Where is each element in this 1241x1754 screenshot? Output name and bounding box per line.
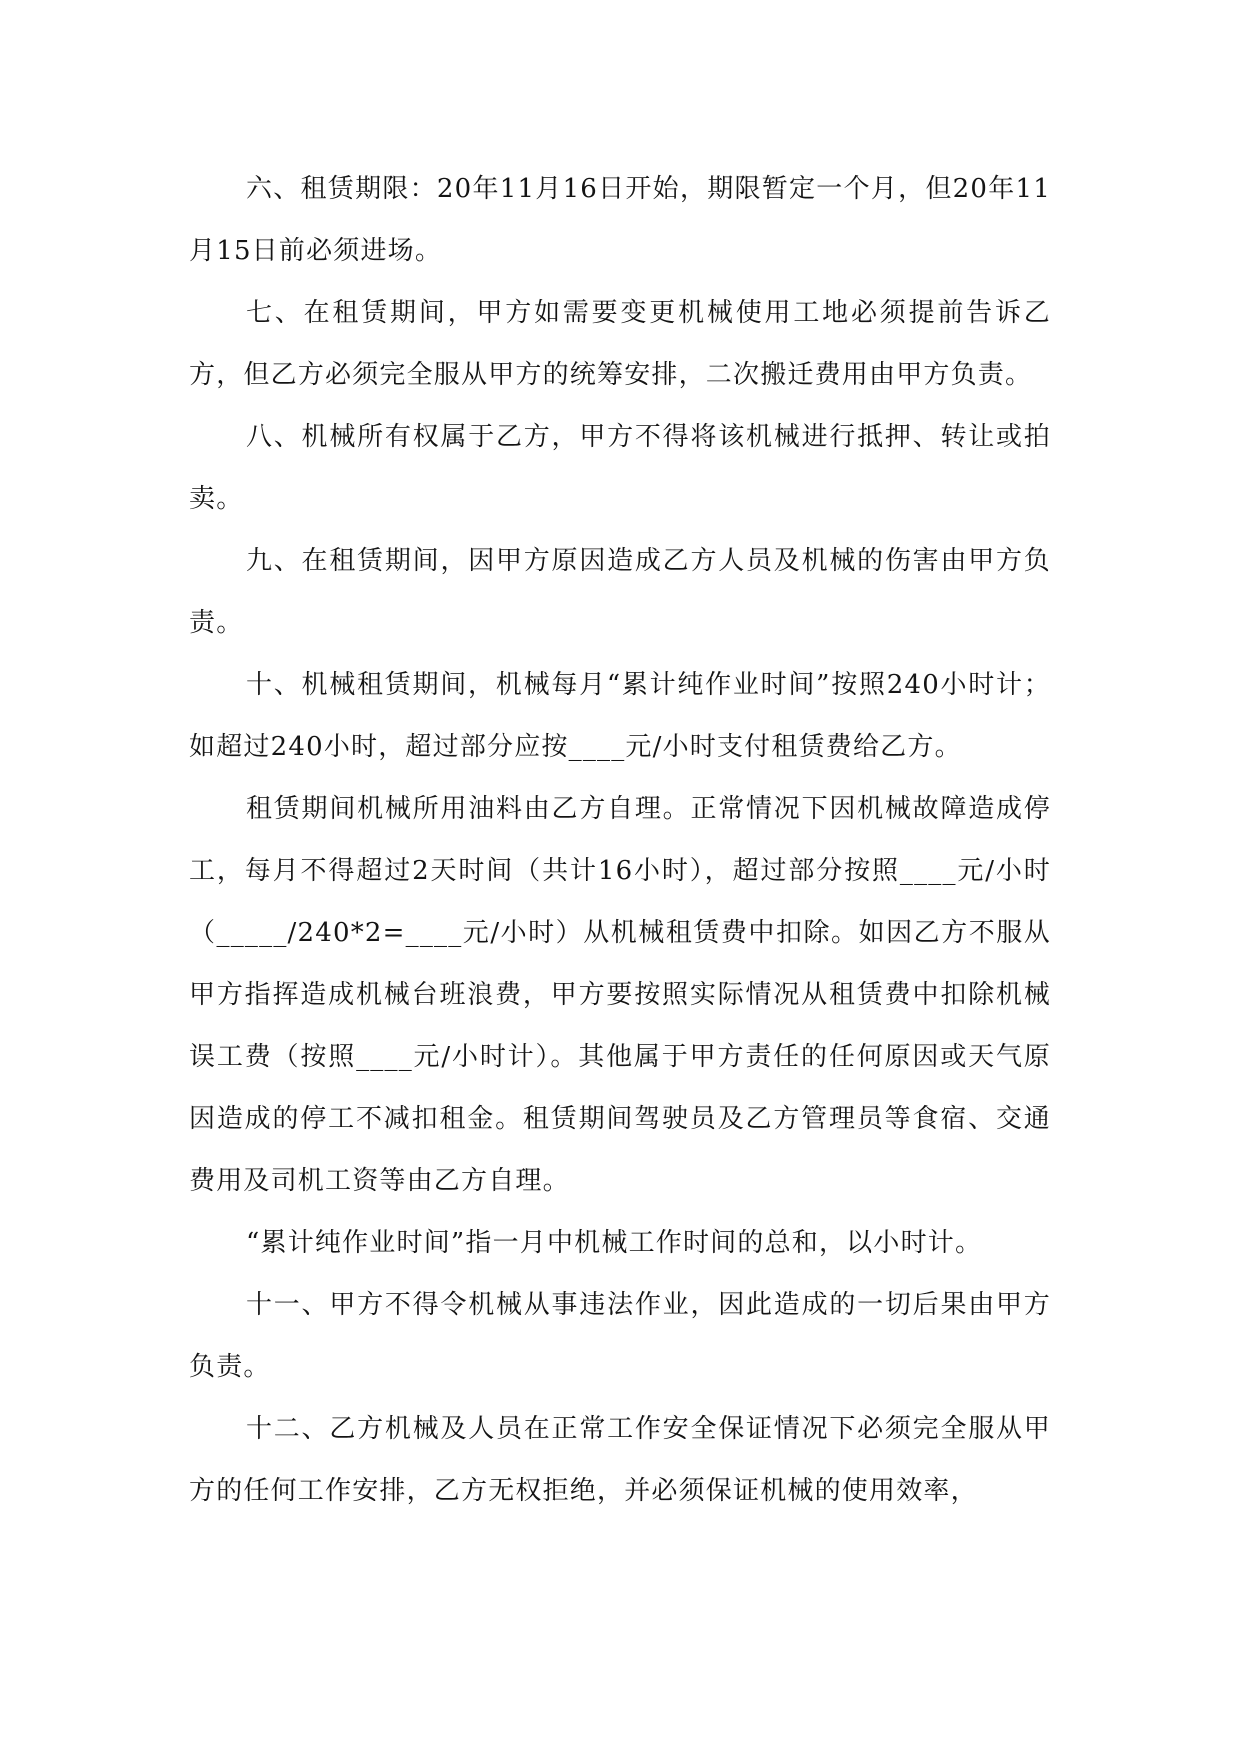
paragraph-clause-12: 十二、乙方机械及人员在正常工作安全保证情况下必须完全服从甲方的任何工作安排，乙方无权拒绝，并必须保证机械的使用效率， xyxy=(189,1414,1051,1506)
paragraph-clause-9: 九、在租赁期间，因甲方原因造成乙方人员及机械的伤害由甲方负责。 xyxy=(189,546,1051,638)
paragraph-definition: “累计纯作业时间”指一月中机械工作时间的总和，以小时计。 xyxy=(246,1228,983,1258)
paragraph-clause-11: 十一、甲方不得令机械从事违法作业，因此造成的一切后果由甲方负责。 xyxy=(189,1290,1051,1382)
paragraph-clause-7: 七、在租赁期间，甲方如需要变更机械使用工地必须提前告诉乙方，但乙方必须完全服从甲方的统筹安排，二次搬迁费用由甲方负责。 xyxy=(189,298,1051,390)
paragraph-clause-6: 六、租赁期限：20年11月16日开始，期限暂定一个月，但20年11月15日前必须进场。 xyxy=(189,174,1051,266)
paragraph-fuel-and-downtime: 租赁期间机械所用油料由乙方自理。正常情况下因机械故障造成停工，每月不得超过2天时间（共计16小时），超过部分按照____元/小时（_____/240*2=____元/小时）从机械租赁费中扣除。如因乙方不服从甲方指挥造成机械台班浪费，甲方要按照实际情况从租赁费中扣除机械误工费（按照____元/小时计）。其他属于甲方责任的任何原因或天气原因造成的停工不减扣租金。租赁期间驾驶员及乙方管理员等食宿、交通费用及司机工资等由乙方自理。 xyxy=(189,794,1051,1196)
paragraph-clause-8: 八、机械所有权属于乙方，甲方不得将该机械进行抵押、转让或拍卖。 xyxy=(189,422,1051,514)
paragraph-clause-10: 十、机械租赁期间，机械每月“累计纯作业时间”按照240小时计；如超过240小时，超过部分应按____元/小时支付租赁费给乙方。 xyxy=(189,670,1051,762)
document-body xyxy=(189,158,1051,1522)
